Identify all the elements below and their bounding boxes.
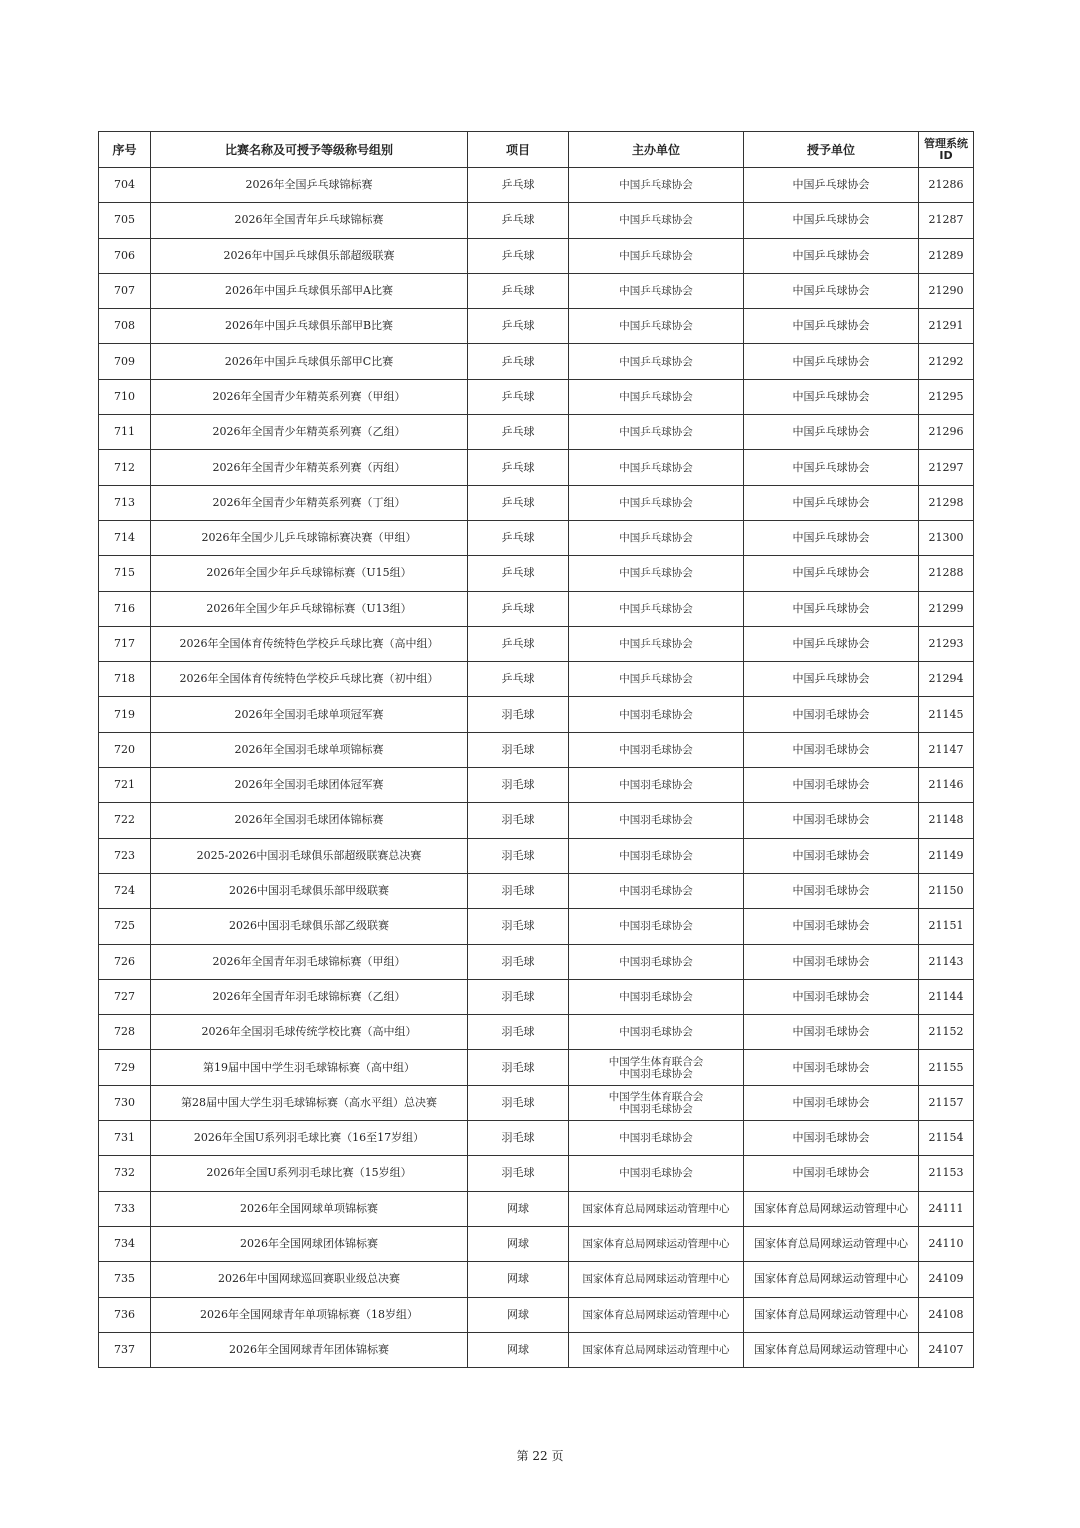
grantor: 中国乒乓球协会 <box>744 309 919 344</box>
row-index: 730 <box>99 1085 151 1120</box>
sport: 乒乓球 <box>468 344 569 379</box>
row-index: 709 <box>99 344 151 379</box>
row-index: 734 <box>99 1226 151 1261</box>
row-index: 719 <box>99 697 151 732</box>
row-index: 736 <box>99 1297 151 1332</box>
system-id: 21300 <box>919 520 974 555</box>
grantor: 中国乒乓球协会 <box>744 485 919 520</box>
competition-name: 2026年全国青少年精英系列赛（丙组） <box>151 450 468 485</box>
competition-name: 2026年中国网球巡回赛职业级总决赛 <box>151 1262 468 1297</box>
system-id: 21157 <box>919 1085 974 1120</box>
table-body <box>99 168 974 1368</box>
table-row <box>99 1191 974 1226</box>
system-id: 21151 <box>919 909 974 944</box>
sport: 羽毛球 <box>468 1121 569 1156</box>
system-id: 21152 <box>919 1015 974 1050</box>
grantor: 中国乒乓球协会 <box>744 273 919 308</box>
system-id: 24111 <box>919 1191 974 1226</box>
row-index: 705 <box>99 203 151 238</box>
sport: 网球 <box>468 1226 569 1261</box>
sport: 羽毛球 <box>468 1050 569 1085</box>
competition-name: 2026年全国羽毛球传统学校比赛（高中组） <box>151 1015 468 1050</box>
organizer: 国家体育总局网球运动管理中心 <box>569 1262 744 1297</box>
competition-name: 2026年全国乒乓球锦标赛 <box>151 168 468 203</box>
grantor: 中国羽毛球协会 <box>744 1085 919 1120</box>
sport: 乒乓球 <box>468 556 569 591</box>
sport: 羽毛球 <box>468 1085 569 1120</box>
sport: 乒乓球 <box>468 626 569 661</box>
system-id: 21289 <box>919 238 974 273</box>
organizer: 中国羽毛球协会 <box>569 1015 744 1050</box>
system-id: 21149 <box>919 838 974 873</box>
row-index: 720 <box>99 732 151 767</box>
grantor: 中国乒乓球协会 <box>744 379 919 414</box>
row-index: 708 <box>99 309 151 344</box>
grantor: 国家体育总局网球运动管理中心 <box>744 1332 919 1367</box>
row-index: 727 <box>99 979 151 1014</box>
grantor: 中国羽毛球协会 <box>744 944 919 979</box>
competition-name: 2026中国羽毛球俱乐部甲级联赛 <box>151 873 468 908</box>
grantor: 中国乒乓球协会 <box>744 415 919 450</box>
grantor: 中国羽毛球协会 <box>744 768 919 803</box>
system-id: 21286 <box>919 168 974 203</box>
row-index: 735 <box>99 1262 151 1297</box>
system-id: 24108 <box>919 1297 974 1332</box>
grantor: 国家体育总局网球运动管理中心 <box>744 1191 919 1226</box>
sport: 羽毛球 <box>468 1156 569 1191</box>
organizer: 中国乒乓球协会 <box>569 626 744 661</box>
table-row <box>99 591 974 626</box>
table-row <box>99 697 974 732</box>
system-id: 21148 <box>919 803 974 838</box>
row-index: 714 <box>99 520 151 555</box>
organizer: 中国乒乓球协会 <box>569 344 744 379</box>
table-row <box>99 344 974 379</box>
sport: 网球 <box>468 1262 569 1297</box>
grantor: 中国羽毛球协会 <box>744 838 919 873</box>
competition-name: 2026年全国青年乒乓球锦标赛 <box>151 203 468 238</box>
competition-name: 2026年中国乒乓球俱乐部甲A比赛 <box>151 273 468 308</box>
competition-name: 2026中国羽毛球俱乐部乙级联赛 <box>151 909 468 944</box>
row-index: 704 <box>99 168 151 203</box>
table-row <box>99 309 974 344</box>
table-row <box>99 1226 974 1261</box>
table-row <box>99 909 974 944</box>
competition-name: 第19届中国中学生羽毛球锦标赛（高中组） <box>151 1050 468 1085</box>
organizer: 中国学生体育联合会 中国羽毛球协会 <box>569 1050 744 1085</box>
system-id: 24107 <box>919 1332 974 1367</box>
organizer: 中国羽毛球协会 <box>569 697 744 732</box>
grantor: 中国乒乓球协会 <box>744 662 919 697</box>
grantor: 中国乒乓球协会 <box>744 238 919 273</box>
competition-table <box>98 131 974 1368</box>
table-row <box>99 768 974 803</box>
competition-name: 2026年全国青少年精英系列赛（乙组） <box>151 415 468 450</box>
sport: 乒乓球 <box>468 273 569 308</box>
grantor: 中国羽毛球协会 <box>744 1156 919 1191</box>
sport: 羽毛球 <box>468 873 569 908</box>
row-index: 713 <box>99 485 151 520</box>
table-row <box>99 273 974 308</box>
grantor: 中国羽毛球协会 <box>744 732 919 767</box>
system-id: 24110 <box>919 1226 974 1261</box>
system-id: 21146 <box>919 768 974 803</box>
competition-name: 2026年全国体育传统特色学校乒乓球比赛（初中组） <box>151 662 468 697</box>
organizer: 中国乒乓球协会 <box>569 168 744 203</box>
organizer: 中国乒乓球协会 <box>569 273 744 308</box>
table-row <box>99 238 974 273</box>
sport: 乒乓球 <box>468 238 569 273</box>
row-index: 711 <box>99 415 151 450</box>
competition-name: 2026年全国少年乒乓球锦标赛（U13组） <box>151 591 468 626</box>
system-id: 21298 <box>919 485 974 520</box>
system-id: 21291 <box>919 309 974 344</box>
table-row <box>99 1297 974 1332</box>
row-index: 710 <box>99 379 151 414</box>
system-id: 21293 <box>919 626 974 661</box>
organizer: 中国乒乓球协会 <box>569 485 744 520</box>
table-row <box>99 485 974 520</box>
competition-name: 2026年全国网球青年团体锦标赛 <box>151 1332 468 1367</box>
competition-name: 2026年全国少年乒乓球锦标赛（U15组） <box>151 556 468 591</box>
grantor: 国家体育总局网球运动管理中心 <box>744 1262 919 1297</box>
row-index: 724 <box>99 873 151 908</box>
competition-name: 2026年全国青少年精英系列赛（丁组） <box>151 485 468 520</box>
grantor: 中国乒乓球协会 <box>744 344 919 379</box>
header-system-id-label: 管理系统ID <box>924 136 968 162</box>
competition-name: 2026年全国羽毛球单项冠军赛 <box>151 697 468 732</box>
competition-name: 2026年全国网球单项锦标赛 <box>151 1191 468 1226</box>
row-index: 726 <box>99 944 151 979</box>
system-id: 21294 <box>919 662 974 697</box>
sport: 羽毛球 <box>468 803 569 838</box>
system-id: 21155 <box>919 1050 974 1085</box>
system-id: 21299 <box>919 591 974 626</box>
grantor: 中国羽毛球协会 <box>744 803 919 838</box>
organizer: 中国乒乓球协会 <box>569 238 744 273</box>
table-row <box>99 556 974 591</box>
competition-name: 2026年全国青少年精英系列赛（甲组） <box>151 379 468 414</box>
competition-name: 2026年全国青年羽毛球锦标赛（乙组） <box>151 979 468 1014</box>
system-id: 21153 <box>919 1156 974 1191</box>
table-row <box>99 1050 974 1085</box>
competition-name: 2026年全国网球团体锦标赛 <box>151 1226 468 1261</box>
competition-name: 2026年全国U系列羽毛球比赛（16至17岁组） <box>151 1121 468 1156</box>
competition-name: 2026年全国U系列羽毛球比赛（15岁组） <box>151 1156 468 1191</box>
organizer: 中国乒乓球协会 <box>569 379 744 414</box>
organizer: 国家体育总局网球运动管理中心 <box>569 1226 744 1261</box>
system-id: 21143 <box>919 944 974 979</box>
organizer: 中国羽毛球协会 <box>569 873 744 908</box>
row-index: 718 <box>99 662 151 697</box>
sport: 乒乓球 <box>468 450 569 485</box>
row-index: 723 <box>99 838 151 873</box>
grantor: 中国羽毛球协会 <box>744 1050 919 1085</box>
row-index: 707 <box>99 273 151 308</box>
organizer: 中国乒乓球协会 <box>569 520 744 555</box>
grantor: 中国羽毛球协会 <box>744 979 919 1014</box>
organizer: 中国羽毛球协会 <box>569 979 744 1014</box>
sport: 羽毛球 <box>468 838 569 873</box>
grantor: 国家体育总局网球运动管理中心 <box>744 1226 919 1261</box>
organizer: 中国羽毛球协会 <box>569 1156 744 1191</box>
row-index: 728 <box>99 1015 151 1050</box>
system-id: 21292 <box>919 344 974 379</box>
sport: 羽毛球 <box>468 979 569 1014</box>
table-row <box>99 1332 974 1367</box>
table-row <box>99 979 974 1014</box>
organizer: 中国学生体育联合会 中国羽毛球协会 <box>569 1085 744 1120</box>
organizer: 国家体育总局网球运动管理中心 <box>569 1297 744 1332</box>
table-row <box>99 873 974 908</box>
system-id: 21154 <box>919 1121 974 1156</box>
system-id: 21287 <box>919 203 974 238</box>
system-id: 21290 <box>919 273 974 308</box>
grantor: 中国乒乓球协会 <box>744 520 919 555</box>
competition-name: 2026年全国羽毛球团体冠军赛 <box>151 768 468 803</box>
sport: 羽毛球 <box>468 944 569 979</box>
row-index: 732 <box>99 1156 151 1191</box>
row-index: 715 <box>99 556 151 591</box>
competition-name: 2026年中国乒乓球俱乐部甲C比赛 <box>151 344 468 379</box>
competition-name: 2026年全国网球青年单项锦标赛（18岁组） <box>151 1297 468 1332</box>
sport: 羽毛球 <box>468 1015 569 1050</box>
grantor: 中国羽毛球协会 <box>744 1015 919 1050</box>
competition-name: 2026年全国青年羽毛球锦标赛（甲组） <box>151 944 468 979</box>
competition-name: 2026年全国少儿乒乓球锦标赛决赛（甲组） <box>151 520 468 555</box>
system-id: 21297 <box>919 450 974 485</box>
row-index: 725 <box>99 909 151 944</box>
row-index: 716 <box>99 591 151 626</box>
grantor: 中国乒乓球协会 <box>744 626 919 661</box>
table-row <box>99 520 974 555</box>
organizer: 国家体育总局网球运动管理中心 <box>569 1332 744 1367</box>
sport: 乒乓球 <box>468 662 569 697</box>
sport: 乒乓球 <box>468 520 569 555</box>
row-index: 737 <box>99 1332 151 1367</box>
grantor: 中国乒乓球协会 <box>744 203 919 238</box>
organizer: 中国羽毛球协会 <box>569 1121 744 1156</box>
sport: 羽毛球 <box>468 909 569 944</box>
sport: 乒乓球 <box>468 203 569 238</box>
table-row <box>99 379 974 414</box>
row-index: 706 <box>99 238 151 273</box>
sport: 乒乓球 <box>468 415 569 450</box>
row-index: 712 <box>99 450 151 485</box>
competition-name: 第28届中国大学生羽毛球锦标赛（高水平组）总决赛 <box>151 1085 468 1120</box>
system-id: 21145 <box>919 697 974 732</box>
system-id: 24109 <box>919 1262 974 1297</box>
row-index: 733 <box>99 1191 151 1226</box>
header-grantor: 授予单位 <box>744 132 919 168</box>
competition-name: 2026年全国羽毛球单项锦标赛 <box>151 732 468 767</box>
sport: 网球 <box>468 1297 569 1332</box>
row-index: 722 <box>99 803 151 838</box>
header-row <box>99 132 974 168</box>
organizer: 中国乒乓球协会 <box>569 309 744 344</box>
table-row <box>99 1015 974 1050</box>
competition-name: 2026年全国羽毛球团体锦标赛 <box>151 803 468 838</box>
header-competition-name: 比赛名称及可授予等级称号组别 <box>151 132 468 168</box>
organizer: 中国乒乓球协会 <box>569 203 744 238</box>
organizer: 中国羽毛球协会 <box>569 944 744 979</box>
table-row <box>99 415 974 450</box>
page-number: 第 22 页 <box>516 1449 564 1463</box>
sport: 乒乓球 <box>468 591 569 626</box>
system-id: 21288 <box>919 556 974 591</box>
sport: 乒乓球 <box>468 485 569 520</box>
sport: 羽毛球 <box>468 732 569 767</box>
row-index: 721 <box>99 768 151 803</box>
organizer: 中国乒乓球协会 <box>569 591 744 626</box>
header-organizer: 主办单位 <box>569 132 744 168</box>
grantor: 中国乒乓球协会 <box>744 450 919 485</box>
organizer: 中国羽毛球协会 <box>569 732 744 767</box>
grantor: 中国羽毛球协会 <box>744 697 919 732</box>
competition-name: 2026年全国体育传统特色学校乒乓球比赛（高中组） <box>151 626 468 661</box>
sport: 乒乓球 <box>468 168 569 203</box>
grantor: 中国羽毛球协会 <box>744 909 919 944</box>
table-row <box>99 944 974 979</box>
sport: 网球 <box>468 1191 569 1226</box>
grantor: 中国羽毛球协会 <box>744 873 919 908</box>
table-header <box>99 132 974 168</box>
table-row <box>99 662 974 697</box>
table-row <box>99 803 974 838</box>
organizer: 中国羽毛球协会 <box>569 768 744 803</box>
row-index: 731 <box>99 1121 151 1156</box>
row-index: 729 <box>99 1050 151 1085</box>
table-row <box>99 1085 974 1120</box>
row-index: 717 <box>99 626 151 661</box>
system-id: 21144 <box>919 979 974 1014</box>
organizer: 中国乒乓球协会 <box>569 450 744 485</box>
competition-name: 2026年中国乒乓球俱乐部超级联赛 <box>151 238 468 273</box>
organizer: 中国羽毛球协会 <box>569 803 744 838</box>
competition-name: 2026年中国乒乓球俱乐部甲B比赛 <box>151 309 468 344</box>
grantor: 中国乒乓球协会 <box>744 168 919 203</box>
sport: 乒乓球 <box>468 309 569 344</box>
table-row <box>99 1262 974 1297</box>
sport: 羽毛球 <box>468 697 569 732</box>
organizer: 国家体育总局网球运动管理中心 <box>569 1191 744 1226</box>
table-row <box>99 838 974 873</box>
system-id: 21295 <box>919 379 974 414</box>
system-id: 21296 <box>919 415 974 450</box>
table-row <box>99 450 974 485</box>
organizer: 中国羽毛球协会 <box>569 838 744 873</box>
table-row <box>99 203 974 238</box>
competition-name: 2025-2026中国羽毛球俱乐部超级联赛总决赛 <box>151 838 468 873</box>
sport: 羽毛球 <box>468 768 569 803</box>
table-row <box>99 1121 974 1156</box>
organizer: 中国乒乓球协会 <box>569 415 744 450</box>
sport: 乒乓球 <box>468 379 569 414</box>
organizer: 中国乒乓球协会 <box>569 662 744 697</box>
system-id: 21150 <box>919 873 974 908</box>
table-row <box>99 1156 974 1191</box>
grantor: 中国乒乓球协会 <box>744 591 919 626</box>
grantor: 中国乒乓球协会 <box>744 556 919 591</box>
system-id: 21147 <box>919 732 974 767</box>
sport: 网球 <box>468 1332 569 1367</box>
grantor: 国家体育总局网球运动管理中心 <box>744 1297 919 1332</box>
organizer: 中国羽毛球协会 <box>569 909 744 944</box>
grantor: 中国羽毛球协会 <box>744 1121 919 1156</box>
organizer: 中国乒乓球协会 <box>569 556 744 591</box>
header-system-id <box>919 132 974 168</box>
table-row <box>99 732 974 767</box>
table-row <box>99 168 974 203</box>
header-index: 序号 <box>99 132 151 168</box>
table-row <box>99 626 974 661</box>
header-sport: 项目 <box>468 132 569 168</box>
